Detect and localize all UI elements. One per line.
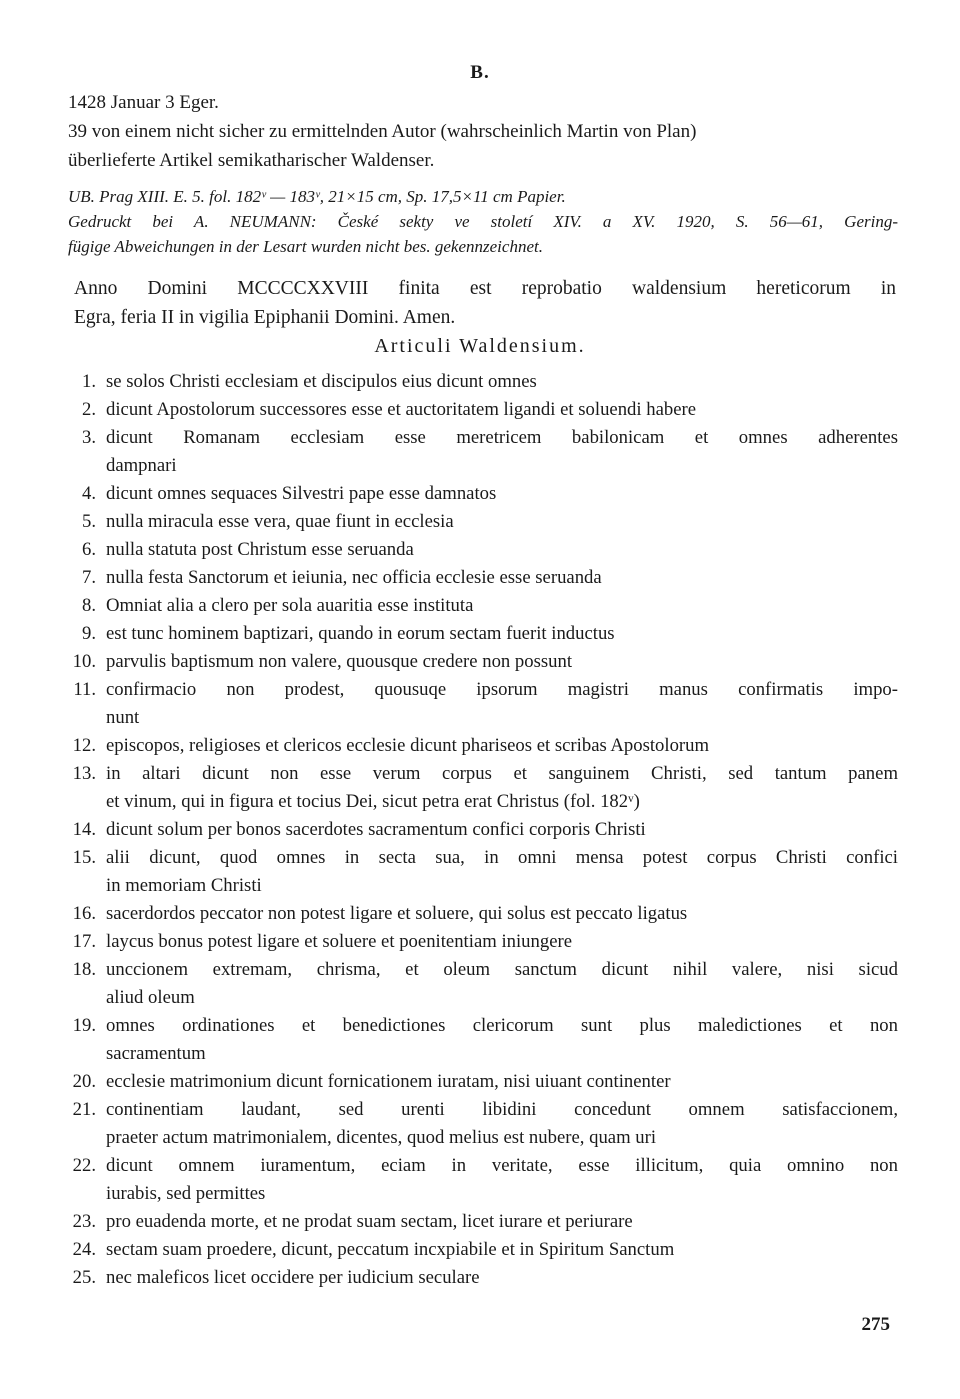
article-item bbox=[52, 368, 898, 396]
article-text bbox=[106, 564, 898, 592]
article-item bbox=[52, 1208, 898, 1236]
article-line: dicunt solum per bonos sacerdotes sacramentum confici corporis Christi bbox=[106, 819, 646, 840]
source-line: UB. Prag XIII. E. 5. fol. 182ᵛ — 183ᵛ, 21×15 cm, Sp. 17,5×11 cm Papier. bbox=[68, 187, 566, 206]
article-item bbox=[52, 928, 898, 956]
article-text bbox=[106, 648, 898, 676]
article-line: in memoriam Christi bbox=[106, 875, 262, 896]
article-item bbox=[52, 732, 898, 760]
document-heading bbox=[68, 88, 898, 175]
article-line: dampnari bbox=[106, 455, 177, 476]
description-line: überlieferte Artikel semikatharischer Waldenser. bbox=[68, 150, 435, 171]
article-text bbox=[106, 368, 898, 396]
article-text bbox=[106, 760, 898, 816]
article-number: 17. bbox=[72, 931, 96, 952]
article-number: 11. bbox=[73, 679, 96, 700]
article-item bbox=[52, 1264, 898, 1292]
article-text bbox=[106, 956, 898, 1012]
article-number: 3. bbox=[81, 427, 96, 448]
article-line: episcopos, religioses et clericos ecclesie dicunt phariseos et scribas Apostolorum bbox=[106, 735, 710, 756]
date-line: 1428 Januar 3 Eger. bbox=[68, 92, 219, 113]
article-number: 5. bbox=[81, 511, 96, 532]
article-text bbox=[106, 592, 898, 620]
article-text bbox=[106, 1012, 898, 1068]
article-number: 25. bbox=[72, 1267, 96, 1288]
article-item bbox=[52, 1012, 898, 1068]
article-line: nunt bbox=[106, 707, 140, 728]
description-line: 39 von einem nicht sicher zu ermittelnden Autor (wahrscheinlich Martin von Plan) bbox=[68, 121, 697, 142]
article-number: 12. bbox=[72, 735, 96, 756]
article-line: sacramentum bbox=[106, 1043, 206, 1064]
source-line: fügige Abweichungen in der Lesart wurden nicht bes. gekennzeichnet. bbox=[68, 237, 543, 256]
article-line: dicunt Romanam ecclesiam esse meretricem babilonicam et omnes adherentes bbox=[106, 427, 898, 448]
article-line: continentiam laudant, sed urenti libidini concedunt omnem satisfaccionem, bbox=[106, 1099, 898, 1120]
article-number: 24. bbox=[72, 1239, 96, 1260]
articles-title: Articuli Waldensium. bbox=[374, 335, 586, 357]
article-item bbox=[52, 900, 898, 928]
article-text bbox=[106, 676, 898, 732]
article-number: 8. bbox=[81, 595, 96, 616]
article-line: unccionem extremam, chrisma, et oleum sanctum dicunt nihil valere, nisi sicud bbox=[106, 959, 898, 980]
article-line: confirmacio non prodest, quousuqe ipsorum magistri manus confirmatis impo- bbox=[106, 679, 898, 700]
article-item bbox=[52, 396, 898, 424]
article-line: dicunt Apostolorum successores esse et auctoritatem ligandi et soluendi habere bbox=[106, 399, 697, 420]
article-text bbox=[106, 424, 898, 480]
article-text bbox=[106, 396, 898, 424]
article-number: 10. bbox=[72, 651, 96, 672]
article-number: 6. bbox=[81, 539, 96, 560]
article-line: aliud oleum bbox=[106, 987, 195, 1008]
article-line: laycus bonus potest ligare et soluere et poenitentiam iniungere bbox=[106, 931, 573, 952]
article-line: sacerdordos peccator non potest ligare et soluere, qui solus est peccato ligatus bbox=[106, 903, 688, 924]
article-item bbox=[52, 1096, 898, 1152]
article-text bbox=[106, 1152, 898, 1208]
article-item bbox=[52, 536, 898, 564]
article-item bbox=[52, 1068, 898, 1096]
article-line: in altari dicunt non esse verum corpus et sanguinem Christi, sed tantum panem bbox=[106, 763, 898, 784]
article-number: 9. bbox=[81, 623, 96, 644]
article-number: 13. bbox=[72, 763, 96, 784]
article-line: pro euadenda morte, et ne prodat suam sectam, licet iurare et periurare bbox=[106, 1211, 633, 1232]
article-number: 20. bbox=[72, 1071, 96, 1092]
article-number: 16. bbox=[72, 903, 96, 924]
section-letter: B. bbox=[470, 62, 490, 83]
article-line: parvulis baptismum non valere, quousque credere non possunt bbox=[106, 651, 573, 672]
article-number: 18. bbox=[72, 959, 96, 980]
article-item bbox=[52, 956, 898, 1012]
article-text bbox=[106, 1208, 898, 1236]
article-text bbox=[106, 844, 898, 900]
article-line: est tunc hominem baptizari, quando in eorum sectam fuerit inductus bbox=[106, 623, 615, 644]
article-line: ecclesie matrimonium dicunt fornicationem iuratam, nisi uiuant continenter bbox=[106, 1071, 671, 1092]
article-item bbox=[52, 816, 898, 844]
article-item bbox=[52, 1152, 898, 1208]
article-item bbox=[52, 844, 898, 900]
article-number: 4. bbox=[81, 483, 96, 504]
article-number: 19. bbox=[72, 1015, 96, 1036]
article-line: se solos Christi ecclesiam et discipulos eius dicunt omnes bbox=[106, 371, 537, 392]
article-item bbox=[52, 424, 898, 480]
article-text bbox=[106, 900, 898, 928]
source-note bbox=[68, 184, 898, 259]
article-line: iurabis, sed permittes bbox=[106, 1183, 266, 1204]
article-number: 14. bbox=[72, 819, 96, 840]
article-text bbox=[106, 620, 898, 648]
article-text bbox=[106, 1068, 898, 1096]
article-item bbox=[52, 760, 898, 816]
article-line: alii dicunt, quod omnes in secta sua, in omni mensa potest corpus Christi confici bbox=[106, 847, 898, 868]
intro-paragraph bbox=[74, 274, 896, 332]
article-line: nulla festa Sanctorum et ieiunia, nec officia ecclesie esse seruanda bbox=[106, 567, 602, 588]
article-number: 15. bbox=[72, 847, 96, 868]
article-text bbox=[106, 480, 898, 508]
articles-list bbox=[52, 368, 898, 1292]
article-item bbox=[52, 564, 898, 592]
article-number: 2. bbox=[81, 399, 96, 420]
article-text bbox=[106, 508, 898, 536]
article-line: nulla statuta post Christum esse seruanda bbox=[106, 539, 414, 560]
article-number: 23. bbox=[72, 1211, 96, 1232]
source-line: Gedruckt bei A. NEUMANN: České sekty ve století XIV. a XV. 1920, S. 56—61, Gering- bbox=[68, 212, 898, 231]
article-text bbox=[106, 536, 898, 564]
article-line: et vinum, qui in figura et tocius Dei, sicut petra erat Christus (fol. 182ᵛ) bbox=[106, 791, 640, 812]
article-line: dicunt omnes sequaces Silvestri pape esse damnatos bbox=[106, 483, 497, 504]
article-text bbox=[106, 732, 898, 760]
article-item bbox=[52, 480, 898, 508]
article-item bbox=[52, 1236, 898, 1264]
article-text bbox=[106, 1096, 898, 1152]
article-text bbox=[106, 1236, 898, 1264]
article-number: 7. bbox=[81, 567, 96, 588]
article-line: nec maleficos licet occidere per iudicium seculare bbox=[106, 1267, 480, 1288]
article-number: 1. bbox=[81, 371, 96, 392]
article-line: nulla miracula esse vera, quae fiunt in ecclesia bbox=[106, 511, 454, 532]
article-line: praeter actum matrimonialem, dicentes, quod melius est nubere, quam uri bbox=[106, 1127, 657, 1148]
article-text bbox=[106, 816, 898, 844]
article-item bbox=[52, 648, 898, 676]
article-line: Omniat alia a clero per sola auaritia esse instituta bbox=[106, 595, 474, 616]
article-number: 22. bbox=[72, 1155, 96, 1176]
intro-line: Anno Domini MCCCCXXVIII finita est reprobatio waldensium hereticorum in bbox=[74, 278, 896, 299]
page-number: 275 bbox=[861, 1314, 890, 1335]
article-line: dicunt omnem iuramentum, eciam in veritate, esse illicitum, quia omnino non bbox=[106, 1155, 898, 1176]
article-item bbox=[52, 676, 898, 732]
article-number: 21. bbox=[72, 1099, 96, 1120]
intro-line: Egra, feria II in vigilia Epiphanii Domini. Amen. bbox=[74, 307, 456, 328]
article-line: sectam suam proedere, dicunt, peccatum incxpiabile et in Spiritum Sanctum bbox=[106, 1239, 675, 1260]
article-line: omnes ordinationes et benedictiones clericorum sunt plus maledictiones et non bbox=[106, 1015, 898, 1036]
article-item bbox=[52, 508, 898, 536]
article-item bbox=[52, 620, 898, 648]
article-item bbox=[52, 592, 898, 620]
article-text bbox=[106, 928, 898, 956]
article-text bbox=[106, 1264, 898, 1292]
